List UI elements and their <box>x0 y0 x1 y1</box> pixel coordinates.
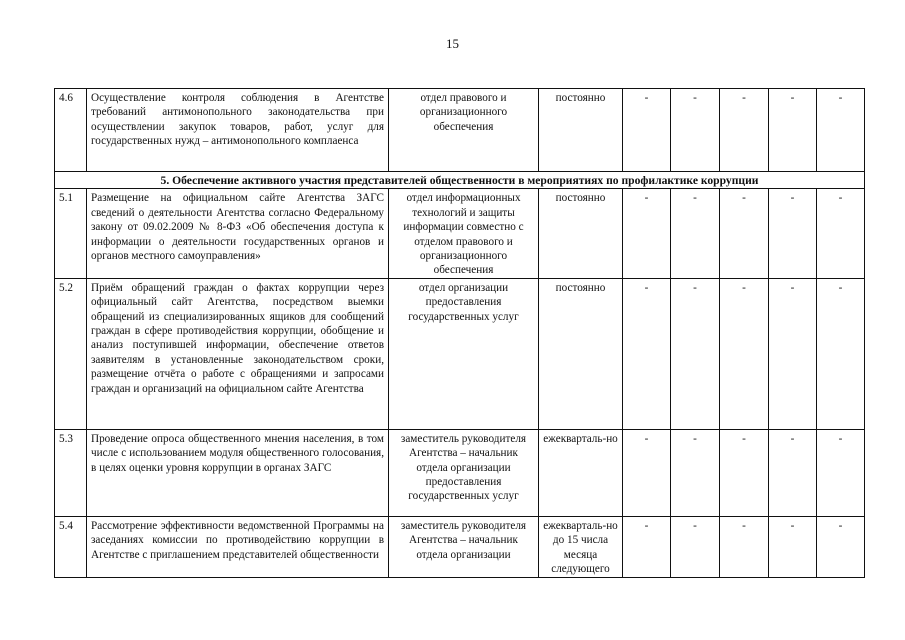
value-cell: - <box>817 429 865 516</box>
table-row-5-4 <box>55 516 865 577</box>
value-cell: - <box>720 429 769 516</box>
row-number: 4.6 <box>55 89 87 172</box>
value-cell: - <box>623 516 671 577</box>
value-cell: - <box>817 189 865 278</box>
measure-description: Рассмотрение эффективности ведомственной Программы на заседаниях комиссии по противодействию коррупции в Агентстве с приглашением представителей общественности <box>87 516 389 577</box>
value-cell: - <box>720 278 769 429</box>
value-cell: - <box>720 516 769 577</box>
section-header-row <box>55 172 865 189</box>
table-row-4-6 <box>55 89 865 172</box>
value-cell: - <box>720 89 769 172</box>
table-row-5-2 <box>55 278 865 429</box>
deadline: ежекварталь-но <box>539 429 623 516</box>
value-cell: - <box>623 278 671 429</box>
responsible-unit: отдел правового и организационного обеспечения <box>389 89 539 172</box>
action-plan-table <box>54 88 865 578</box>
value-cell: - <box>671 429 720 516</box>
deadline: постоянно <box>539 278 623 429</box>
value-cell: - <box>769 516 817 577</box>
value-cell: - <box>769 189 817 278</box>
deadline: постоянно <box>539 89 623 172</box>
deadline: ежекварталь-но до 15 числа месяца следующего <box>539 516 623 577</box>
measure-description: Осуществление контроля соблюдения в Агентстве требований антимонопольного законодательства при осуществлении закупок товаров, работ, услуг для государственных нужд – антимонопольного комплаенса <box>87 89 389 172</box>
value-cell: - <box>671 278 720 429</box>
responsible-unit: заместитель руководителя Агентства – начальник отдела организации предоставления государственных услуг <box>389 429 539 516</box>
measure-description: Проведение опроса общественного мнения населения, в том числе с использованием модуля общественного голосования, в целях оценки уровня коррупции в органах ЗАГС <box>87 429 389 516</box>
deadline: постоянно <box>539 189 623 278</box>
value-cell: - <box>671 189 720 278</box>
responsible-unit: отдел организации предоставления государственных услуг <box>389 278 539 429</box>
section-5-title: 5. Обеспечение активного участия представителей общественности в мероприятиях по профилактике коррупции <box>55 172 865 189</box>
value-cell: - <box>623 89 671 172</box>
responsible-unit: заместитель руководителя Агентства – начальник отдела организации <box>389 516 539 577</box>
row-number: 5.2 <box>55 278 87 429</box>
responsible-unit: отдел информационных технологий и защиты информации совместно с отделом правового и организационного обеспечения <box>389 189 539 278</box>
value-cell: - <box>623 189 671 278</box>
value-cell: - <box>671 89 720 172</box>
value-cell: - <box>769 89 817 172</box>
page-number: 15 <box>446 36 459 51</box>
value-cell: - <box>817 89 865 172</box>
value-cell: - <box>769 278 817 429</box>
value-cell: - <box>720 189 769 278</box>
table-row-5-1 <box>55 189 865 278</box>
table-row-5-3 <box>55 429 865 516</box>
measure-description: Приём обращений граждан о фактах коррупции через официальный сайт Агентства, посредством выемки обращений из специализированных ящиков для сообщений граждан в сфере противодействия коррупции, обобщение и анализ поступившей информации, обеспечение ответов заявителям в установленные законодательством сроки, размещение отчёта о работе с обращениями и запросами граждан и организаций на официальном сайте Агентства <box>87 278 389 429</box>
value-cell: - <box>817 278 865 429</box>
value-cell: - <box>817 516 865 577</box>
measure-description: Размещение на официальном сайте Агентства ЗАГС сведений о деятельности Агентства согласно Федеральному закону от 09.02.2009 № 8-ФЗ «Об обеспечения доступа к информации о деятельности государственных органов и органов местного самоуправления» <box>87 189 389 278</box>
value-cell: - <box>623 429 671 516</box>
value-cell: - <box>769 429 817 516</box>
value-cell: - <box>671 516 720 577</box>
row-number: 5.3 <box>55 429 87 516</box>
row-number: 5.4 <box>55 516 87 577</box>
row-number: 5.1 <box>55 189 87 278</box>
